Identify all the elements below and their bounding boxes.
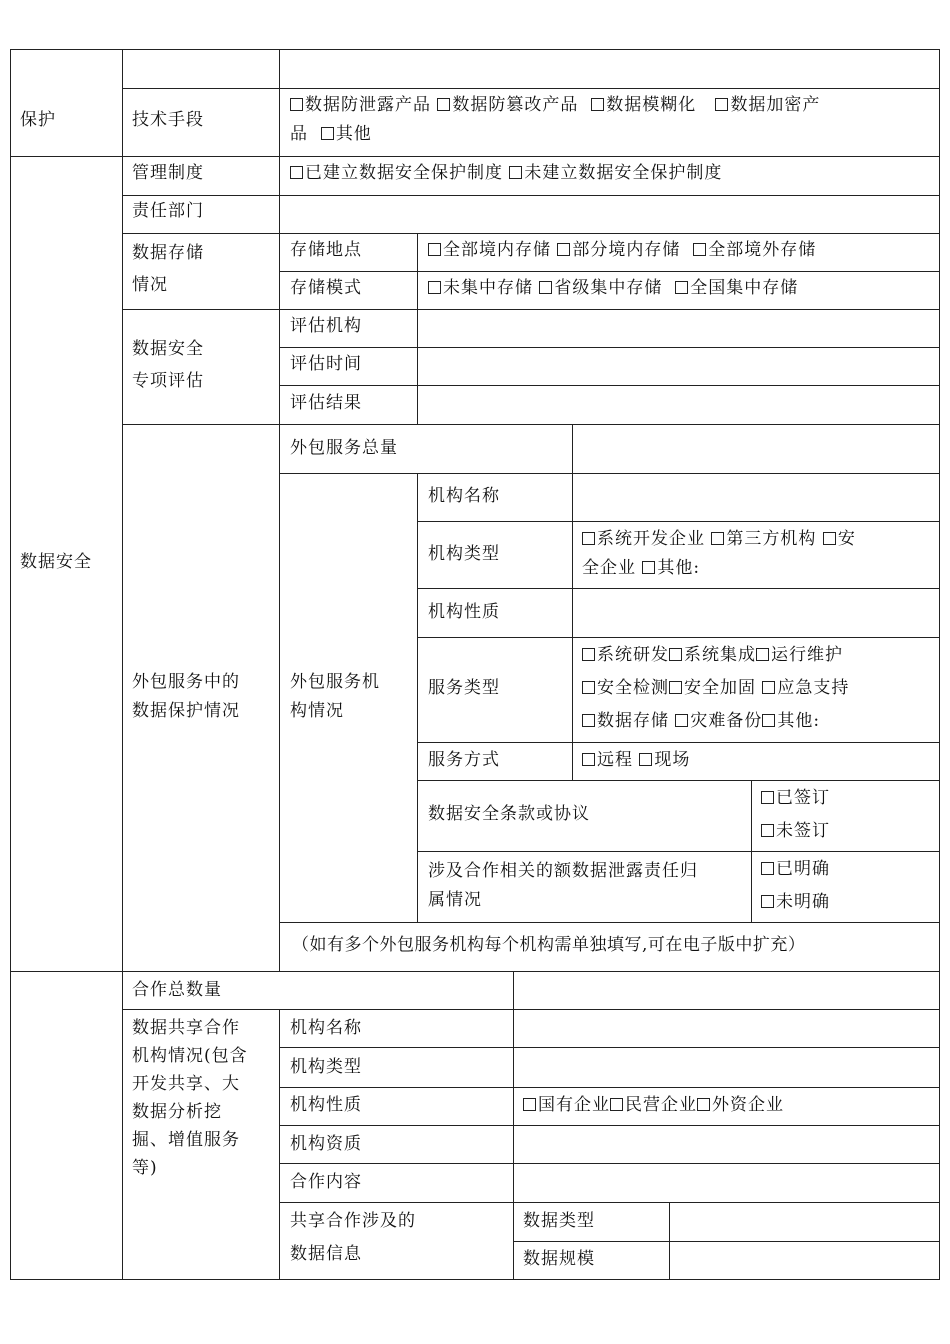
tech-options-line2: 品 其他 <box>290 124 372 144</box>
out-nature-value-cell[interactable] <box>572 588 940 638</box>
service-type-options-line2: 安全检测 安全加固 应急支持 <box>582 674 849 702</box>
service-mode-label: 服务方式 <box>428 750 500 770</box>
checkbox[interactable] <box>428 281 441 294</box>
storage-label-line1: 数据存储 <box>132 243 204 263</box>
out-type-label: 机构类型 <box>428 544 500 564</box>
share-nature-label: 机构性质 <box>290 1095 362 1115</box>
mgmt-options: 已建立数据安全保护制度 未建立数据安全保护制度 <box>290 159 722 187</box>
checkbox[interactable] <box>582 681 595 694</box>
clause-option-signed: 已签订 <box>761 784 830 812</box>
sharing-org-label-line1: 数据共享合作 <box>132 1018 240 1038</box>
share-name-value-cell[interactable] <box>513 1009 940 1048</box>
checkbox[interactable] <box>639 753 652 766</box>
location-label: 存储地点 <box>290 240 362 260</box>
share-data-type-label: 数据类型 <box>523 1211 595 1231</box>
checkbox[interactable] <box>762 714 775 727</box>
checkbox[interactable] <box>715 98 728 111</box>
share-type-label: 机构类型 <box>290 1057 362 1077</box>
outsourcing-org-label-line1: 外包服务机 <box>290 672 380 692</box>
sharing-org-label-line4: 数据分析挖 <box>132 1102 222 1122</box>
checkbox[interactable] <box>642 561 655 574</box>
out-name-value-cell[interactable] <box>572 473 940 522</box>
checkbox[interactable] <box>762 681 775 694</box>
share-qual-label: 机构资质 <box>290 1134 362 1154</box>
checkbox[interactable] <box>582 753 595 766</box>
share-data-info-label-line1: 共享合作涉及的 <box>290 1211 416 1231</box>
checkbox[interactable] <box>675 714 688 727</box>
data-security-category-label: 数据安全 <box>20 552 92 572</box>
checkbox[interactable] <box>591 98 604 111</box>
checkbox[interactable] <box>437 98 450 111</box>
share-data-type-value-cell[interactable] <box>669 1202 940 1242</box>
clause-option-unsigned: 未签订 <box>761 817 830 845</box>
out-type-options-line2: 全企业 其他: <box>582 558 701 578</box>
blank-value-cell[interactable] <box>279 49 940 89</box>
service-type-options-line3: 数据存储 灾难备份 其他: <box>582 707 820 735</box>
sharing-org-label-line2: 机构情况(包含 <box>132 1046 248 1066</box>
checkbox[interactable] <box>582 648 595 661</box>
share-nature-options: 国有企业 民营企业 外资企业 <box>523 1091 784 1119</box>
protect-category-label: 保护 <box>20 110 56 130</box>
tech-label: 技术手段 <box>132 110 204 130</box>
checkbox[interactable] <box>756 648 769 661</box>
checkbox[interactable] <box>693 243 706 256</box>
share-type-value-cell[interactable] <box>513 1047 940 1088</box>
assess-result-label: 评估结果 <box>290 393 362 413</box>
protect-category-cell <box>10 49 123 157</box>
clause-label: 数据安全条款或协议 <box>428 804 590 824</box>
assess-result-value-cell[interactable] <box>417 385 940 425</box>
mgmt-label: 管理制度 <box>132 163 204 183</box>
checkbox[interactable] <box>669 648 682 661</box>
outsourcing-total-value-cell[interactable] <box>572 424 940 474</box>
dept-value-cell[interactable] <box>279 195 940 234</box>
checkbox[interactable] <box>761 862 774 875</box>
checkbox[interactable] <box>711 532 724 545</box>
checkbox[interactable] <box>761 895 774 908</box>
assess-time-label: 评估时间 <box>290 354 362 374</box>
share-name-label: 机构名称 <box>290 1018 362 1038</box>
checkbox[interactable] <box>428 243 441 256</box>
liability-option-clear: 已明确 <box>761 855 830 883</box>
checkbox[interactable] <box>610 1098 623 1111</box>
checkbox[interactable] <box>557 243 570 256</box>
share-content-value-cell[interactable] <box>513 1163 940 1203</box>
location-options: 全部境内存储 部分境内存储 全部境外存储 <box>428 236 816 264</box>
share-data-info-label-line2: 数据信息 <box>290 1244 362 1264</box>
share-data-scale-value-cell[interactable] <box>669 1241 940 1280</box>
sharing-org-label-line3: 开发共享、大 <box>132 1074 240 1094</box>
service-type-options-line1: 系统研发 系统集成 运行维护 <box>582 641 843 669</box>
liability-label-line1: 涉及合作相关的额数据泄露责任归 <box>428 861 698 881</box>
outsourcing-label-line2: 数据保护情况 <box>132 701 240 721</box>
assessment-label-line2: 专项评估 <box>132 371 204 391</box>
sharing-org-label-line6: 等) <box>132 1158 158 1178</box>
sharing-category-cell <box>10 971 123 1280</box>
assess-org-value-cell[interactable] <box>417 309 940 348</box>
liability-option-unclear: 未明确 <box>761 888 830 916</box>
share-qual-value-cell[interactable] <box>513 1125 940 1164</box>
tech-options-line1: 数据防泄露产品 数据防篡改产品 数据模糊化 数据加密产 <box>290 91 820 119</box>
share-content-label: 合作内容 <box>290 1172 362 1192</box>
checkbox[interactable] <box>669 681 682 694</box>
sharing-total-value-cell[interactable] <box>513 971 940 1010</box>
dept-label: 责任部门 <box>132 201 204 221</box>
checkbox[interactable] <box>761 824 774 837</box>
out-type-options-line1: 系统开发企业 第三方机构 安 <box>582 525 856 553</box>
share-data-scale-label: 数据规模 <box>523 1249 595 1269</box>
assessment-label-line1: 数据安全 <box>132 339 204 359</box>
outsourcing-org-label-line2: 构情况 <box>290 701 344 721</box>
checkbox[interactable] <box>675 281 688 294</box>
checkbox[interactable] <box>321 127 334 140</box>
out-name-label: 机构名称 <box>428 486 500 506</box>
checkbox[interactable] <box>523 1098 536 1111</box>
sharing-total-label: 合作总数量 <box>132 980 222 1000</box>
storage-label-line2: 情况 <box>132 275 168 295</box>
out-nature-label: 机构性质 <box>428 602 500 622</box>
checkbox[interactable] <box>697 1098 710 1111</box>
checkbox[interactable] <box>823 532 836 545</box>
mode-options: 未集中存储 省级集中存储 全国集中存储 <box>428 274 798 302</box>
checkbox[interactable] <box>582 714 595 727</box>
checkbox[interactable] <box>539 281 552 294</box>
assess-org-label: 评估机构 <box>290 316 362 336</box>
service-mode-options: 远程 现场 <box>582 746 690 774</box>
checkbox[interactable] <box>290 98 303 111</box>
liability-label-line2: 属情况 <box>428 890 482 910</box>
assess-time-value-cell[interactable] <box>417 347 940 386</box>
checkbox[interactable] <box>509 166 522 179</box>
outsourcing-note: （如有多个外包服务机构每个机构需单独填写,可在电子版中扩充） <box>292 935 806 955</box>
checkbox[interactable] <box>582 532 595 545</box>
blank-label-cell <box>122 49 280 89</box>
mode-label: 存储模式 <box>290 278 362 298</box>
checkbox[interactable] <box>290 166 303 179</box>
sharing-org-label-line5: 掘、增值服务 <box>132 1130 240 1150</box>
outsourcing-label-line1: 外包服务中的 <box>132 672 240 692</box>
outsourcing-total-label: 外包服务总量 <box>290 438 398 458</box>
checkbox[interactable] <box>761 791 774 804</box>
service-type-label: 服务类型 <box>428 678 500 698</box>
